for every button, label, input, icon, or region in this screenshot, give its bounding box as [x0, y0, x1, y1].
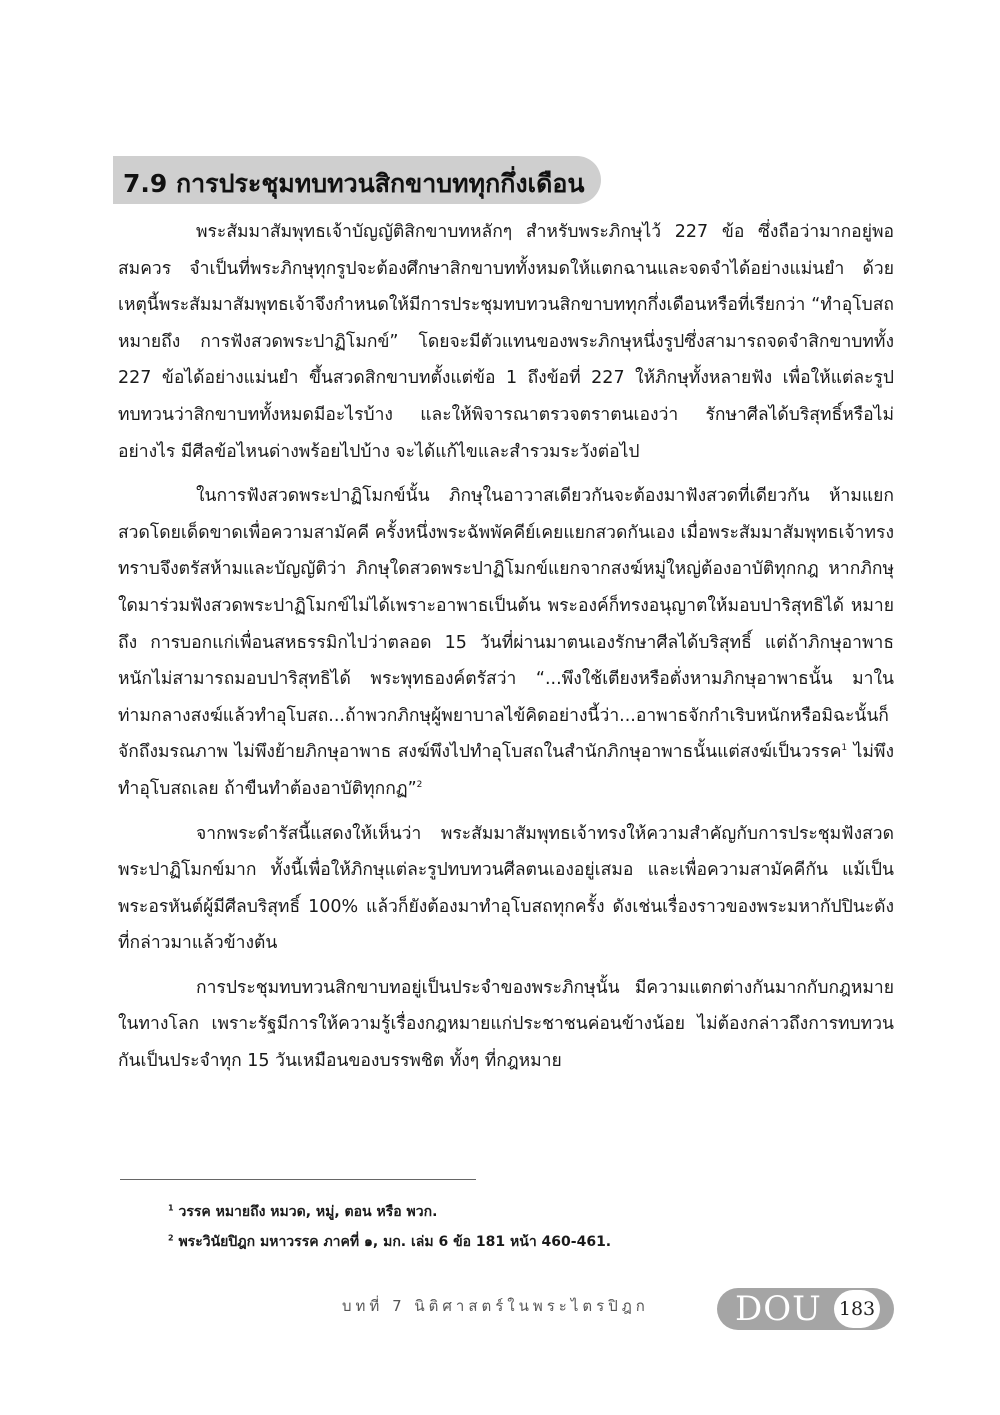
footnotes	[168, 1197, 868, 1257]
paragraph-3: จากพระดำรัสนี้แสดงให้เห็นว่า พระสัมมาสัมพุทธเจ้าทรงให้ความสำคัญกับการประชุมฟังสวดพระปาฏิโมกข์มาก ทั้งนี้เพื่อให้ภิกษุแต่ละรูปทบทวนศีลตนเองอยู่เสมอ และเพื่อความสามัคคีกัน แม้เป็นพระอรหันต์ผู้มีศีลบริสุทธิ์ 100% แล้วก็ยังต้องมาทำอุโบสถทุกครั้ง ดังเช่นเรื่องราวของพระมหากัปปินะดังที่กล่าวมาแล้วข้างต้น	[118, 823, 894, 954]
paragraph-2-part-a: ในการฟังสวดพระปาฏิโมกข์นั้น ภิกษุในอาวาสเดียวกันจะต้องมาฟังสวดที่เดียวกัน ห้ามแยกสวดโดยเด็ดขาดเพื่อความสามัคคี ครั้งหนึ่งพระฉัพพัคคีย์เคยแยกสวดกันเอง เมื่อพระสัมมาสัมพุทธเจ้าทรงทราบจึงตรัสห้ามและบัญญัติว่า ภิกษุใดสวดพระปาฏิโมกข์แยกจากสงฆ์หมู่ใหญ่ต้องอาบัติทุกกฎ หากภิกษุใดมาร่วมฟังสวดพระปาฏิโมกข์ไม่ได้เพราะอาพาธเป็นต้น พระองค์ก็ทรงอนุญาตให้มอบปาริสุทธิได้ หมายถึง การบอกแก่เพื่อนสหธรรมิกไปว่าตลอด 15 วันที่ผ่านมาตนเองรักษาศีลได้บริสุทธิ์ แต่ถ้าภิกษุอาพาธหนักไม่สามารถมอบปาริสุทธิได้ พระพุทธองค์ตรัสว่า “...พึงใช้เตียงหรือตั่งหามภิกษุอาพาธนั้น มาในท่ามกลางสงฆ์แล้วทำอุโบสถ...ถ้าพวกภิกษุผู้พยาบาลไข้คิดอย่างนี้ว่า...อาพาธจักกำเริบหนักหรือมิฉะนั้นก็จักถึงมรณภาพ ไม่พึงย้ายภิกษุอาพาธ สงฆ์พึงไปทำอุโบสถในสำนักภิกษุอาพาธนั้นแต่สงฆ์เป็นวรรค	[118, 486, 894, 763]
paragraph-1: พระสัมมาสัมพุทธเจ้าบัญญัติสิกขาบทหลักๆ สำหรับพระภิกษุไว้ 227 ข้อ ซึ่งถือว่ามากอยู่พอสมควร จำเป็นที่พระภิกษุทุกรูปจะต้องศึกษาสิกขาบททั้งหมดให้แตกฉานและจดจำได้อย่างแม่นยำ ด้วยเหตุนี้พระสัมมาสัมพุทธเจ้าจึงกำหนดให้มีการประชุมทบทวนสิกขาบททุกกึ่งเดือนหรือที่เรียกว่า “ทำอุโบสถ หมายถึง การฟังสวดพระปาฏิโมกข์” โดยจะมีตัวแทนของพระภิกษุหนึ่งรูปซึ่งสามารถจดจำสิกขาบททั้ง 227 ข้อได้อย่างแม่นยำ ขึ้นสวดสิกขาบทตั้งแต่ข้อ 1 ถึงข้อที่ 227 ให้ภิกษุทั้งหลายฟัง เพื่อให้แต่ละรูปทบทวนว่าสิกขาบททั้งหมดมีอะไรบ้าง และให้พิจารณาตรวจตราตนเองว่า รักษาศีลได้บริสุทธิ์หรือไม่อย่างไร มีศีลข้อไหนด่างพร้อยไปบ้าง จะได้แก้ไขและสำรวมระวังต่อไป	[118, 222, 894, 462]
footnote-ref-1: 1	[841, 743, 848, 754]
footnote-text: พระวินัยปิฎก มหาวรรค ภาคที่ ๑, มก. เล่ม 6 ข้อ 181 หน้า 460-461.	[178, 1234, 612, 1250]
dou-logo: DOU	[735, 1289, 822, 1329]
footnote-number: 1	[168, 1203, 174, 1213]
footnote-number: 2	[168, 1233, 174, 1243]
footnote-ref-2: 2	[416, 780, 423, 791]
body-text	[118, 214, 894, 1088]
paragraph-2-part-b: ไม่พึงทำอุโบสถเลย ถ้าขืนทำต้องอาบัติทุกกฏ”	[118, 742, 895, 799]
paragraph-4: การประชุมทบทวนสิกขาบทอยู่เป็นประจำของพระภิกษุนั้น มีความแตกต่างกันมากกับกฎหมายในทางโลก เพราะรัฐมีการให้ความรู้เรื่องกฎหมายแก่ประชาชนค่อนข้างน้อย ไม่ต้องกล่าวถึงการทบทวนกันเป็นประจำทุก 15 วันเหมือนของบรรพชิต ทั้งๆ ที่กฎหมาย	[118, 977, 894, 1072]
paragraph-2	[118, 478, 894, 807]
dou-page-badge	[717, 1288, 894, 1330]
page-number: 183	[834, 1290, 880, 1328]
section-heading: 7.9 การประชุมทบทวนสิกขาบททุกกึ่งเดือน	[113, 156, 601, 204]
footnote-divider	[120, 1179, 476, 1180]
footnote-1	[168, 1197, 868, 1227]
footnote-2	[168, 1227, 868, 1257]
chapter-title-footer: บทที่ 7 นิติศาสตร์ในพระไตรปิฎก	[342, 1297, 649, 1315]
footnote-text: วรรค หมายถึง หมวด, หมู่, ตอน หรือ พวก.	[178, 1204, 438, 1220]
